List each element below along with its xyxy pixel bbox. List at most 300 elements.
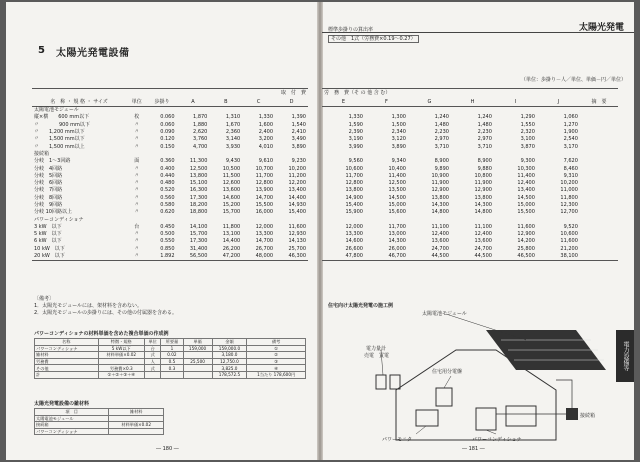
table-cell: 1当たり 178,600円 — [247, 371, 306, 378]
table-cell: 10,500 — [222, 165, 241, 172]
col-header: A — [177, 98, 210, 107]
table-cell: 14,600 — [222, 194, 241, 201]
power-conditioner-icon — [476, 408, 496, 430]
standard-rate-label: 標準歩掛りの算出率 — [328, 27, 374, 33]
table-row — [322, 195, 618, 202]
group-spacer — [322, 216, 618, 223]
table-cell: 12,600 — [222, 180, 241, 187]
table-cell: 分岐 5回路 — [34, 172, 63, 179]
table-cell: パワーコンディショナ — [35, 345, 99, 352]
table-cell: 3,180.0 — [212, 352, 247, 359]
table-cell: 10,600 — [560, 231, 578, 238]
table-cell: 10,900 — [431, 172, 449, 179]
table-cell: 12,900 — [517, 231, 535, 238]
table-cell: 12,800 — [345, 180, 363, 187]
table-cell: 12,800 — [255, 180, 274, 187]
table-cell: 10,400 — [388, 165, 406, 172]
col-header: 雑材料 — [109, 409, 164, 416]
table-row — [322, 158, 618, 165]
table-cell: 〃 — [134, 165, 140, 172]
table-cell: 1.892 — [147, 253, 176, 261]
table-cell: 3,140 — [225, 136, 241, 143]
remarks-cell — [580, 202, 618, 209]
left-page — [6, 2, 318, 460]
table-cell: 枚 — [134, 114, 140, 121]
table-cell: 〃 1,500 mm以上 — [34, 143, 85, 150]
table-cell: 13,400 — [288, 187, 306, 194]
remarks-cell — [580, 253, 618, 261]
table-cell: 26,000 — [388, 245, 406, 252]
table-cell: 12,000 — [255, 223, 274, 230]
table-cell: 13,400 — [517, 187, 535, 194]
table-cell: 1,500 — [391, 121, 406, 128]
table-cell: 12,400 — [517, 180, 535, 187]
table-cell: 11,900 — [431, 180, 449, 187]
table-row — [322, 224, 618, 231]
standard-rate-value: その他 1式（労務費×0.19～0.27） — [328, 35, 419, 43]
table-row — [35, 352, 306, 359]
table-cell: 31,400 — [189, 245, 208, 252]
col-header: D — [275, 98, 308, 107]
table-cell: 1,240 — [477, 114, 492, 121]
meter-icon — [390, 375, 400, 389]
table-cell: 15,500 — [517, 209, 535, 216]
right-main-table — [322, 88, 618, 261]
table-row — [322, 165, 618, 172]
table-cell: 0.450 — [160, 223, 175, 230]
table-cell: 3,490 — [291, 136, 306, 143]
remarks-cell — [580, 136, 618, 143]
table-cell: 178,572.5 — [212, 371, 247, 378]
table-cell: 0.150 — [160, 143, 175, 150]
table-cell: 15,700 — [189, 231, 208, 238]
table-cell: 14,500 — [388, 194, 406, 201]
table-cell: 38,100 — [537, 253, 580, 261]
table-cell: 0.02 — [161, 352, 183, 359]
col-header: 単位 — [145, 339, 161, 346]
table-cell: 〃 — [134, 129, 140, 136]
table-cell: 0.480 — [160, 180, 175, 187]
table-cell: 13,100 — [222, 231, 241, 238]
table-cell: 3,190 — [348, 136, 363, 143]
table-cell: 4,700 — [193, 143, 208, 150]
header-group-label: 取 付 費 — [177, 89, 308, 99]
table-cell: 〃 900 mm以下 — [34, 121, 90, 128]
table-row — [32, 209, 308, 216]
table-cell — [183, 371, 212, 378]
table-cell: 0.580 — [160, 202, 175, 208]
table-cell: 0.360 — [160, 158, 175, 165]
table-cell: 1,330 — [348, 114, 363, 121]
col-header: 名 称 ・ 規 格 ・ サイズ — [32, 98, 126, 107]
table-cell: 0.400 — [160, 165, 175, 172]
table-cell: 雑材料 — [35, 352, 99, 359]
table-cell: 14,600 — [345, 238, 363, 245]
table-cell: 3,890 — [391, 143, 406, 150]
remarks-cell — [580, 195, 618, 202]
table-cell: 0.440 — [160, 172, 175, 179]
table-row — [32, 165, 308, 172]
table-row — [322, 202, 618, 209]
table-cell: 3,100 — [520, 136, 535, 143]
table-cell: 21,200 — [560, 245, 578, 252]
table-cell: 1,870 — [193, 114, 208, 121]
table-cell: 〃 — [134, 238, 140, 245]
table-cell: 1,550 — [520, 121, 535, 128]
table-cell: 2,230 — [477, 129, 492, 136]
right-page — [322, 2, 634, 460]
table-cell: 太陽電池モジュール — [35, 415, 109, 422]
table-row — [32, 202, 308, 209]
table-cell: 9,430 — [225, 158, 241, 165]
table-cell: 4,010 — [258, 143, 274, 150]
table-cell: 25,700 — [288, 245, 306, 252]
standard-rate-box — [328, 26, 419, 44]
table-cell — [161, 371, 183, 378]
table-cell: 0.3 — [161, 365, 183, 372]
table-cell: 5 kW 以下 — [34, 231, 62, 238]
junction-box-icon — [566, 408, 578, 420]
table-row — [35, 345, 306, 352]
table-cell: 10,300 — [517, 165, 535, 172]
table-cell: 分岐 9回路 — [34, 202, 63, 208]
col-header: 摘 要 — [580, 98, 618, 107]
table-row — [322, 122, 618, 129]
table-row — [32, 122, 308, 129]
col-header: H — [451, 98, 494, 107]
appliance-icon — [506, 406, 536, 426]
table-cell: 0.120 — [160, 136, 175, 143]
remarks-cell — [580, 180, 618, 187]
table-cell: 44,500 — [451, 253, 494, 261]
table-row — [322, 136, 618, 143]
table-cell: 〃 — [134, 245, 140, 252]
table-row — [322, 209, 618, 216]
table-cell: 11,700 — [345, 172, 363, 179]
table-cell: 3,760 — [193, 136, 208, 143]
table-cell: 1,240 — [434, 114, 449, 121]
table-row — [322, 238, 618, 245]
table-cell: 1,670 — [225, 121, 241, 128]
table-cell: 台 — [145, 345, 161, 352]
table-cell: 13,800 — [189, 172, 208, 179]
remarks-cell — [580, 209, 618, 216]
table-cell: 12,500 — [388, 180, 406, 187]
table-row — [32, 136, 308, 143]
table-cell: 3,710 — [477, 143, 492, 150]
table-cell: 15,900 — [345, 209, 363, 216]
remarks-cell — [580, 187, 618, 194]
table-cell: 0.560 — [160, 194, 175, 201]
table-row — [35, 358, 306, 365]
table-row — [35, 422, 164, 429]
table-cell: 〃 — [134, 187, 140, 194]
table-cell: 0.090 — [160, 129, 175, 136]
table-cell: 2,970 — [434, 136, 449, 143]
table-cell: 12,400 — [474, 231, 492, 238]
table-cell: 〃 — [134, 172, 140, 179]
table-cell: 人 — [145, 358, 161, 365]
table-row — [32, 173, 308, 180]
table-cell: 26,600 — [345, 245, 363, 252]
table-cell: 2,320 — [520, 129, 535, 136]
table-cell: 14,900 — [345, 194, 363, 201]
board-label: 住宅用分電盤 — [432, 369, 463, 375]
table-cell: 6 kW 以下 — [34, 238, 62, 245]
table-cell: 7,620 — [563, 158, 578, 165]
table-cell: 159,000 — [183, 345, 212, 352]
table-cell: 労務費×0.3 — [98, 365, 145, 372]
section-number: 5 — [38, 45, 45, 56]
meter-sub-label: 売電 買電 — [364, 353, 390, 359]
table-cell: 2,390 — [348, 129, 363, 136]
table-cell: 3,930 — [225, 143, 241, 150]
table-cell: 材料単価×0.02 — [109, 422, 164, 429]
table-row — [32, 224, 308, 231]
col-header: B — [209, 98, 242, 107]
table-cell: 分岐 8回路 — [34, 194, 63, 201]
table-cell: 48,000 — [242, 253, 275, 261]
pcs-table-title: パワーコンディショナの材料単価を含めた複合単価の作成例 — [34, 331, 169, 337]
table-cell: 1,290 — [520, 114, 535, 121]
table-cell: 44,500 — [408, 253, 451, 261]
table-cell: 1,310 — [225, 114, 241, 121]
note-line: 1．太陽光モジュールには、架材料を含めない。 — [34, 303, 142, 309]
group-row — [322, 107, 618, 115]
table-cell: その他 — [35, 365, 99, 372]
table-cell: 労務費 — [35, 358, 99, 365]
table-cell: 縦×横 600 mm以下 — [34, 114, 90, 121]
table-cell: 24,700 — [474, 245, 492, 252]
table-cell: 14,500 — [517, 194, 535, 201]
table-cell: 10,200 — [560, 180, 578, 187]
table-row — [32, 158, 308, 165]
table-cell: 台 — [134, 223, 140, 230]
left-main-table — [32, 88, 308, 261]
table-cell: ④ — [247, 365, 306, 372]
table-cell: 〃 — [126, 253, 147, 261]
table-cell: 11,600 — [560, 238, 578, 245]
table-cell: 2,360 — [225, 129, 241, 136]
table-cell: 11,100 — [431, 223, 449, 230]
table-cell: 〃 — [134, 121, 140, 128]
table-cell: 15,100 — [189, 180, 208, 187]
table-cell: 1,060 — [563, 114, 578, 121]
table-cell: 9,230 — [291, 158, 306, 165]
table-row — [322, 253, 618, 261]
table-cell: 47,200 — [209, 253, 242, 261]
col-header: G — [408, 98, 451, 107]
table-cell: 2,400 — [258, 129, 274, 136]
page-number: ― 181 ― — [462, 446, 485, 452]
table-cell: 56,500 — [177, 253, 210, 261]
junction-label: 接続箱 — [580, 413, 596, 419]
table-cell: 15,500 — [255, 202, 274, 208]
group-row — [32, 216, 308, 223]
table-cell: 14,100 — [189, 223, 208, 230]
col-header: 名称 — [35, 339, 99, 346]
table-cell: 8,900 — [434, 158, 449, 165]
table-cell: 159,000.0 — [212, 345, 247, 352]
table-cell: 分岐 10回路以上 — [34, 209, 72, 216]
table-cell: 1,300 — [391, 114, 406, 121]
table-cell: 14,800 — [474, 209, 492, 216]
table-cell: 13,000 — [388, 231, 406, 238]
note-line: 〔備考〕 — [34, 296, 55, 302]
table-cell: 14,400 — [288, 194, 306, 201]
table-row — [32, 195, 308, 202]
group-spacer — [322, 107, 618, 115]
table-row — [32, 238, 308, 245]
table-row — [32, 187, 308, 194]
table-row — [32, 180, 308, 187]
col-header: 項 目 — [35, 409, 109, 416]
table-cell: 11,700 — [255, 172, 274, 179]
col-header: 特徴・規格 — [98, 339, 145, 346]
table-cell: 14,930 — [288, 202, 306, 208]
table-cell: 2,410 — [291, 129, 306, 136]
remarks-cell — [580, 224, 618, 231]
table-cell: 11,400 — [388, 172, 406, 179]
table-cell: 3,990 — [348, 143, 363, 150]
col-header: 金額 — [212, 339, 247, 346]
table-cell: 面 — [134, 158, 140, 165]
table-cell: 11,300 — [189, 158, 208, 165]
table-cell: 12,500 — [189, 165, 208, 172]
group-label: 太陽電池モジュール — [34, 107, 79, 114]
table-cell: 11,600 — [288, 223, 306, 230]
table-cell: 14,300 — [474, 202, 492, 208]
table-cell: 11,600 — [517, 223, 535, 230]
table-cell: 13,500 — [388, 187, 406, 194]
figure-caption: 住宅向け太陽光発電の施工例 — [328, 303, 394, 309]
table-cell: 15,700 — [222, 209, 241, 216]
table-row — [32, 114, 308, 121]
table-cell: 12,300 — [560, 202, 578, 208]
remarks-cell — [580, 231, 618, 238]
table-cell: 25,800 — [517, 245, 535, 252]
remarks-cell — [580, 114, 618, 121]
table-cell: 13,800 — [474, 194, 492, 201]
running-head: 太陽光発電 — [578, 23, 624, 33]
table-cell: 11,800 — [222, 223, 241, 230]
meter-label: 電力量計 — [366, 346, 387, 352]
table-cell: 1,390 — [291, 114, 306, 121]
table-cell — [98, 358, 145, 365]
table-row — [35, 415, 164, 422]
table-cell: 46,700 — [365, 253, 408, 261]
table-cell: 2,620 — [193, 129, 208, 136]
col-header: I — [494, 98, 537, 107]
table-cell: 9,880 — [477, 165, 492, 172]
table-cell: 13,800 — [345, 187, 363, 194]
table-cell: 47,800 — [322, 253, 365, 261]
pcs-table — [34, 338, 306, 379]
table-cell: 3,825.0 — [212, 365, 247, 372]
table-cell: 10,700 — [255, 165, 274, 172]
table-cell: 11,500 — [222, 172, 241, 179]
meter-icon — [376, 375, 386, 389]
table-cell — [109, 428, 164, 435]
table-cell: 12,700 — [560, 209, 578, 216]
module-label: 太陽電池モジュール — [422, 311, 467, 317]
table-cell: 9,560 — [348, 158, 363, 165]
table-cell: 13,300 — [345, 231, 363, 238]
table-cell: 9,310 — [563, 172, 578, 179]
table-cell: 8,900 — [477, 158, 492, 165]
table-cell: 3,200 — [258, 136, 274, 143]
table-cell: 9,610 — [258, 158, 274, 165]
table-cell: 接続箱 — [35, 422, 109, 429]
table-cell: 〃 — [134, 194, 140, 201]
table-cell: 13,800 — [431, 194, 449, 201]
table-cell: 0.060 — [160, 114, 175, 121]
group-spacer — [322, 151, 618, 158]
table-cell: ①＋②＋③＋④ — [98, 371, 145, 378]
table-row — [322, 114, 618, 121]
table-cell — [183, 352, 212, 359]
remarks-cell — [580, 238, 618, 245]
table-cell: 10,200 — [288, 165, 306, 172]
table-cell: 16,300 — [189, 187, 208, 194]
side-tab: 電力設備等 — [616, 330, 634, 382]
table-cell: 0.520 — [160, 187, 175, 194]
table-cell — [183, 365, 212, 372]
table-cell: 〃 — [134, 136, 140, 143]
table-cell: 0.5 — [161, 358, 183, 365]
table-cell: 12,400 — [431, 231, 449, 238]
table-cell: 11,200 — [288, 172, 306, 179]
table-cell: 17,300 — [189, 238, 208, 245]
table-cell: 〃 — [134, 143, 140, 150]
table-row — [32, 143, 308, 150]
table-row — [322, 187, 618, 194]
table-cell: 9,890 — [434, 165, 449, 172]
table-row — [32, 246, 308, 253]
group-row — [32, 151, 308, 158]
col-header: 単位 — [126, 98, 147, 107]
table-cell: 12,750.0 — [212, 358, 247, 365]
table-cell: 0.620 — [160, 209, 175, 216]
table-cell: 15,000 — [517, 202, 535, 208]
notes — [34, 296, 177, 317]
distribution-board-icon — [436, 388, 452, 406]
table-cell: 46,500 — [494, 253, 537, 261]
table-cell: 12,930 — [288, 231, 306, 238]
table-cell: パワーコンディショナ — [35, 428, 109, 435]
misc-table-title: 太陽光発電設備の雑材料 — [34, 401, 90, 407]
note-line: 2．太陽光モジュールの歩掛りには、その他の付属器を含める。 — [34, 310, 177, 316]
group-label: 接続箱 — [34, 150, 50, 157]
table-cell: 14,400 — [222, 238, 241, 245]
table-row — [322, 246, 618, 253]
table-cell: 11,800 — [560, 194, 578, 201]
book-spread — [6, 2, 634, 460]
table-header-row — [35, 409, 164, 416]
table-cell: 18,800 — [189, 209, 208, 216]
table-cell: 12,000 — [345, 223, 363, 230]
table-cell: 12,200 — [288, 180, 306, 187]
table-cell: 1,270 — [563, 121, 578, 128]
table-cell: 0.850 — [160, 245, 175, 252]
table-cell: 17,300 — [189, 194, 208, 201]
table-row — [322, 231, 618, 238]
group-row — [322, 216, 618, 223]
table-cell: 18,200 — [189, 202, 208, 208]
table-cell: 〃 — [134, 202, 140, 208]
table-cell: 26,200 — [222, 245, 241, 252]
table-cell: 9,300 — [520, 158, 535, 165]
